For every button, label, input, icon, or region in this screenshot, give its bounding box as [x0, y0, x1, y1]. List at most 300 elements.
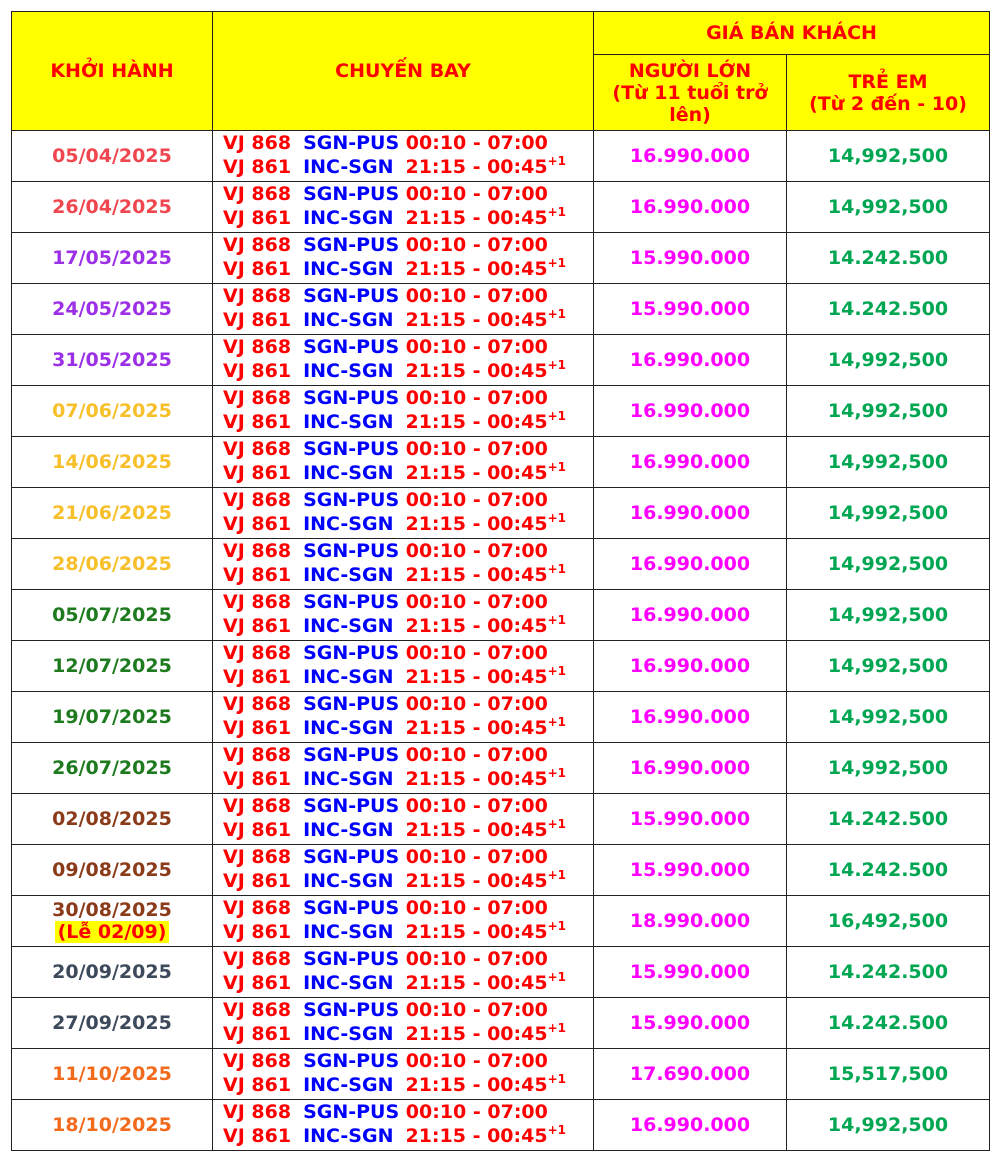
outbound-route: SGN-PUS [303, 489, 400, 511]
return-time: 21:15 - 00:45 [405, 462, 548, 484]
outbound-time: 00:10 - 07:00 [405, 438, 548, 460]
outbound-route: SGN-PUS [303, 285, 400, 307]
outbound-flight [223, 947, 593, 971]
departure-date-cell [12, 947, 213, 998]
table-row [12, 284, 990, 335]
departure-date: 07/06/2025 [52, 400, 172, 422]
return-time: 21:15 - 00:45 [405, 1074, 548, 1096]
header-adult-age: (Từ 11 tuổi trở lên) [612, 81, 768, 126]
departure-date-cell [12, 1100, 213, 1151]
departure-date-cell [12, 233, 213, 284]
return-flight [223, 1073, 593, 1099]
flight-cell [213, 896, 594, 947]
table-body [12, 131, 990, 1151]
header-price-group: GIÁ BÁN KHÁCH [594, 12, 990, 55]
table-row [12, 590, 990, 641]
next-day-marker: +1 [547, 1123, 566, 1137]
departure-date: 14/06/2025 [52, 451, 172, 473]
departure-date-cell [12, 539, 213, 590]
outbound-flight-number: VJ 868 [223, 489, 292, 511]
next-day-marker: +1 [547, 919, 566, 933]
table-row [12, 896, 990, 947]
return-flight [223, 869, 593, 895]
outbound-flight [223, 641, 593, 665]
flight-cell [213, 1100, 594, 1151]
return-flight-number: VJ 861 [223, 462, 292, 484]
adult-price: 16.990.000 [594, 335, 787, 386]
outbound-flight-number: VJ 868 [223, 1101, 292, 1123]
departure-date: 19/07/2025 [52, 706, 172, 728]
adult-price: 16.990.000 [594, 386, 787, 437]
return-flight-number: VJ 861 [223, 513, 292, 535]
table-row [12, 1049, 990, 1100]
outbound-route: SGN-PUS [303, 897, 400, 919]
return-route: INC-SGN [303, 615, 394, 637]
flight-cell [213, 590, 594, 641]
child-price: 14.242.500 [787, 794, 990, 845]
header-flight: CHUYẾN BAY [213, 12, 594, 131]
outbound-flight [223, 1049, 593, 1073]
outbound-time: 00:10 - 07:00 [405, 642, 548, 664]
return-time: 21:15 - 00:45 [405, 1125, 548, 1147]
outbound-flight [223, 284, 593, 308]
header-adult-title: NGƯỜI LỚN [628, 59, 752, 82]
table-row [12, 743, 990, 794]
departure-date: 26/04/2025 [52, 196, 172, 218]
outbound-route: SGN-PUS [303, 183, 400, 205]
outbound-flight-number: VJ 868 [223, 285, 292, 307]
outbound-time: 00:10 - 07:00 [405, 387, 548, 409]
outbound-time: 00:10 - 07:00 [405, 1101, 548, 1123]
departure-date: 30/08/2025 [52, 899, 172, 921]
outbound-flight-number: VJ 868 [223, 183, 292, 205]
return-flight [223, 257, 593, 283]
next-day-marker: +1 [547, 817, 566, 831]
return-route: INC-SGN [303, 207, 394, 229]
child-price: 14,992,500 [787, 131, 990, 182]
return-flight [223, 563, 593, 589]
departure-date: 31/05/2025 [52, 349, 172, 371]
outbound-time: 00:10 - 07:00 [405, 846, 548, 868]
return-time: 21:15 - 00:45 [405, 717, 548, 739]
return-route: INC-SGN [303, 972, 394, 994]
outbound-route: SGN-PUS [303, 948, 400, 970]
next-day-marker: +1 [547, 868, 566, 882]
next-day-marker: +1 [547, 154, 566, 168]
return-flight-number: VJ 861 [223, 972, 292, 994]
child-price: 15,517,500 [787, 1049, 990, 1100]
flight-cell [213, 539, 594, 590]
flight-cell [213, 641, 594, 692]
flight-cell [213, 284, 594, 335]
return-route: INC-SGN [303, 156, 394, 178]
outbound-route: SGN-PUS [303, 999, 400, 1021]
return-flight [223, 614, 593, 640]
outbound-flight [223, 488, 593, 512]
return-flight-number: VJ 861 [223, 258, 292, 280]
return-route: INC-SGN [303, 411, 394, 433]
departure-date-cell [12, 335, 213, 386]
header-child-title: TRẺ EM [848, 70, 928, 93]
departure-date: 17/05/2025 [52, 247, 172, 269]
return-time: 21:15 - 00:45 [405, 666, 548, 688]
return-flight [223, 512, 593, 538]
return-route: INC-SGN [303, 360, 394, 382]
outbound-flight [223, 896, 593, 920]
return-flight-number: VJ 861 [223, 615, 292, 637]
flight-cell [213, 692, 594, 743]
adult-price: 16.990.000 [594, 182, 787, 233]
next-day-marker: +1 [547, 1021, 566, 1035]
outbound-flight [223, 437, 593, 461]
outbound-time: 00:10 - 07:00 [405, 693, 548, 715]
flight-cell [213, 182, 594, 233]
return-time: 21:15 - 00:45 [405, 972, 548, 994]
adult-price: 16.990.000 [594, 1100, 787, 1151]
outbound-route: SGN-PUS [303, 438, 400, 460]
child-price: 14,992,500 [787, 488, 990, 539]
flight-cell [213, 386, 594, 437]
return-flight [223, 461, 593, 487]
return-flight-number: VJ 861 [223, 309, 292, 331]
departure-date: 20/09/2025 [52, 961, 172, 983]
next-day-marker: +1 [547, 256, 566, 270]
adult-price: 16.990.000 [594, 590, 787, 641]
flight-cell [213, 947, 594, 998]
flight-cell [213, 131, 594, 182]
return-time: 21:15 - 00:45 [405, 309, 548, 331]
departure-date-cell [12, 845, 213, 896]
child-price: 14,992,500 [787, 437, 990, 488]
return-route: INC-SGN [303, 819, 394, 841]
adult-price: 16.990.000 [594, 743, 787, 794]
outbound-flight [223, 539, 593, 563]
child-price: 14.242.500 [787, 284, 990, 335]
child-price: 14,992,500 [787, 386, 990, 437]
departure-date-cell [12, 998, 213, 1049]
return-time: 21:15 - 00:45 [405, 258, 548, 280]
departure-date: 24/05/2025 [52, 298, 172, 320]
adult-price: 16.990.000 [594, 131, 787, 182]
outbound-flight [223, 998, 593, 1022]
outbound-flight [223, 590, 593, 614]
return-route: INC-SGN [303, 564, 394, 586]
outbound-flight-number: VJ 868 [223, 387, 292, 409]
adult-price: 16.990.000 [594, 641, 787, 692]
departure-date: 11/10/2025 [52, 1063, 172, 1085]
return-time: 21:15 - 00:45 [405, 921, 548, 943]
outbound-route: SGN-PUS [303, 540, 400, 562]
child-price: 14,992,500 [787, 743, 990, 794]
departure-date-cell [12, 1049, 213, 1100]
adult-price: 16.990.000 [594, 488, 787, 539]
departure-date-cell [12, 488, 213, 539]
flight-cell [213, 233, 594, 284]
outbound-time: 00:10 - 07:00 [405, 948, 548, 970]
header-child-age: (Từ 2 đến - 10) [809, 92, 967, 115]
return-flight [223, 359, 593, 385]
outbound-flight-number: VJ 868 [223, 846, 292, 868]
outbound-flight-number: VJ 868 [223, 948, 292, 970]
table-row [12, 539, 990, 590]
return-time: 21:15 - 00:45 [405, 615, 548, 637]
outbound-flight [223, 182, 593, 206]
adult-price: 16.990.000 [594, 539, 787, 590]
return-route: INC-SGN [303, 1023, 394, 1045]
adult-price: 15.990.000 [594, 947, 787, 998]
return-flight-number: VJ 861 [223, 411, 292, 433]
outbound-route: SGN-PUS [303, 1101, 400, 1123]
table-row [12, 641, 990, 692]
return-route: INC-SGN [303, 870, 394, 892]
departure-date-cell [12, 131, 213, 182]
return-time: 21:15 - 00:45 [405, 411, 548, 433]
header-departure: KHỞI HÀNH [12, 12, 213, 131]
table-row [12, 947, 990, 998]
table-row [12, 386, 990, 437]
next-day-marker: +1 [547, 511, 566, 525]
adult-price: 15.990.000 [594, 794, 787, 845]
departure-date: 21/06/2025 [52, 502, 172, 524]
child-price: 14,992,500 [787, 539, 990, 590]
outbound-flight-number: VJ 868 [223, 693, 292, 715]
next-day-marker: +1 [547, 664, 566, 678]
adult-price: 17.690.000 [594, 1049, 787, 1100]
outbound-time: 00:10 - 07:00 [405, 183, 548, 205]
return-flight-number: VJ 861 [223, 1125, 292, 1147]
outbound-flight-number: VJ 868 [223, 540, 292, 562]
departure-date-cell [12, 182, 213, 233]
return-flight [223, 1124, 593, 1150]
next-day-marker: +1 [547, 562, 566, 576]
return-flight [223, 308, 593, 334]
return-flight-number: VJ 861 [223, 156, 292, 178]
next-day-marker: +1 [547, 307, 566, 321]
return-flight-number: VJ 861 [223, 717, 292, 739]
outbound-time: 00:10 - 07:00 [405, 336, 548, 358]
return-flight-number: VJ 861 [223, 819, 292, 841]
child-price: 14.242.500 [787, 845, 990, 896]
return-time: 21:15 - 00:45 [405, 513, 548, 535]
return-route: INC-SGN [303, 1074, 394, 1096]
outbound-flight [223, 743, 593, 767]
outbound-flight-number: VJ 868 [223, 438, 292, 460]
departure-date-cell [12, 692, 213, 743]
table-row [12, 233, 990, 284]
outbound-route: SGN-PUS [303, 642, 400, 664]
next-day-marker: +1 [547, 460, 566, 474]
child-price: 14.242.500 [787, 998, 990, 1049]
return-route: INC-SGN [303, 513, 394, 535]
outbound-flight-number: VJ 868 [223, 795, 292, 817]
flight-cell [213, 488, 594, 539]
departure-date: 18/10/2025 [52, 1114, 172, 1136]
departure-date: 12/07/2025 [52, 655, 172, 677]
child-price: 14,992,500 [787, 182, 990, 233]
outbound-flight-number: VJ 868 [223, 336, 292, 358]
return-flight-number: VJ 861 [223, 360, 292, 382]
adult-price: 16.990.000 [594, 437, 787, 488]
table-row [12, 692, 990, 743]
header-child [787, 55, 990, 131]
outbound-time: 00:10 - 07:00 [405, 234, 548, 256]
outbound-route: SGN-PUS [303, 387, 400, 409]
outbound-route: SGN-PUS [303, 234, 400, 256]
departure-date: 02/08/2025 [52, 808, 172, 830]
return-flight-number: VJ 861 [223, 870, 292, 892]
outbound-flight-number: VJ 868 [223, 1050, 292, 1072]
child-price: 14.242.500 [787, 233, 990, 284]
departure-date: 05/07/2025 [52, 604, 172, 626]
outbound-time: 00:10 - 07:00 [405, 744, 548, 766]
return-flight [223, 155, 593, 181]
table-row [12, 437, 990, 488]
adult-price: 16.990.000 [594, 692, 787, 743]
departure-date-cell [12, 896, 213, 947]
child-price: 14,992,500 [787, 1100, 990, 1151]
header-adult [594, 55, 787, 131]
outbound-flight [223, 1100, 593, 1124]
outbound-flight [223, 335, 593, 359]
flight-cell [213, 845, 594, 896]
outbound-flight [223, 386, 593, 410]
outbound-flight [223, 233, 593, 257]
next-day-marker: +1 [547, 205, 566, 219]
outbound-flight [223, 692, 593, 716]
return-route: INC-SGN [303, 309, 394, 331]
child-price: 14.242.500 [787, 947, 990, 998]
return-time: 21:15 - 00:45 [405, 768, 548, 790]
next-day-marker: +1 [547, 358, 566, 372]
return-flight-number: VJ 861 [223, 1023, 292, 1045]
adult-price: 18.990.000 [594, 896, 787, 947]
return-flight [223, 410, 593, 436]
outbound-time: 00:10 - 07:00 [405, 591, 548, 613]
child-price: 14,992,500 [787, 590, 990, 641]
return-flight-number: VJ 861 [223, 768, 292, 790]
outbound-flight-number: VJ 868 [223, 897, 292, 919]
departure-date-cell [12, 437, 213, 488]
return-time: 21:15 - 00:45 [405, 1023, 548, 1045]
outbound-route: SGN-PUS [303, 591, 400, 613]
flight-cell [213, 335, 594, 386]
outbound-flight-number: VJ 868 [223, 744, 292, 766]
outbound-route: SGN-PUS [303, 336, 400, 358]
next-day-marker: +1 [547, 613, 566, 627]
outbound-time: 00:10 - 07:00 [405, 1050, 548, 1072]
return-flight [223, 716, 593, 742]
outbound-route: SGN-PUS [303, 1050, 400, 1072]
outbound-time: 00:10 - 07:00 [405, 285, 548, 307]
table-row [12, 998, 990, 1049]
return-flight [223, 818, 593, 844]
table-row [12, 794, 990, 845]
outbound-time: 00:10 - 07:00 [405, 795, 548, 817]
outbound-flight-number: VJ 868 [223, 234, 292, 256]
outbound-route: SGN-PUS [303, 795, 400, 817]
return-flight [223, 1022, 593, 1048]
child-price: 16,492,500 [787, 896, 990, 947]
outbound-time: 00:10 - 07:00 [405, 489, 548, 511]
adult-price: 15.990.000 [594, 845, 787, 896]
child-price: 14,992,500 [787, 692, 990, 743]
next-day-marker: +1 [547, 409, 566, 423]
return-flight [223, 665, 593, 691]
departure-date-cell [12, 641, 213, 692]
return-route: INC-SGN [303, 666, 394, 688]
departure-date: 05/04/2025 [52, 145, 172, 167]
holiday-note: (Lễ 02/09) [55, 921, 170, 943]
outbound-flight [223, 794, 593, 818]
next-day-marker: +1 [547, 970, 566, 984]
child-price: 14,992,500 [787, 335, 990, 386]
departure-date: 26/07/2025 [52, 757, 172, 779]
return-time: 21:15 - 00:45 [405, 819, 548, 841]
outbound-flight-number: VJ 868 [223, 999, 292, 1021]
outbound-flight [223, 845, 593, 869]
outbound-route: SGN-PUS [303, 693, 400, 715]
outbound-route: SGN-PUS [303, 846, 400, 868]
return-time: 21:15 - 00:45 [405, 156, 548, 178]
departure-date-cell [12, 386, 213, 437]
return-flight [223, 767, 593, 793]
return-flight-number: VJ 861 [223, 666, 292, 688]
flight-cell [213, 743, 594, 794]
return-time: 21:15 - 00:45 [405, 564, 548, 586]
return-flight-number: VJ 861 [223, 921, 292, 943]
outbound-time: 00:10 - 07:00 [405, 999, 548, 1021]
return-flight [223, 971, 593, 997]
outbound-flight-number: VJ 868 [223, 591, 292, 613]
return-route: INC-SGN [303, 258, 394, 280]
tour-price-table [11, 11, 990, 1151]
table-row [12, 335, 990, 386]
departure-date-cell [12, 590, 213, 641]
adult-price: 15.990.000 [594, 998, 787, 1049]
flight-cell [213, 1049, 594, 1100]
departure-date-cell [12, 743, 213, 794]
outbound-route: SGN-PUS [303, 132, 400, 154]
return-flight [223, 920, 593, 946]
outbound-flight-number: VJ 868 [223, 132, 292, 154]
departure-date: 09/08/2025 [52, 859, 172, 881]
return-route: INC-SGN [303, 921, 394, 943]
outbound-flight-number: VJ 868 [223, 642, 292, 664]
return-route: INC-SGN [303, 1125, 394, 1147]
adult-price: 15.990.000 [594, 233, 787, 284]
outbound-time: 00:10 - 07:00 [405, 540, 548, 562]
flight-cell [213, 437, 594, 488]
table-row [12, 182, 990, 233]
next-day-marker: +1 [547, 1072, 566, 1086]
outbound-time: 00:10 - 07:00 [405, 897, 548, 919]
flight-cell [213, 794, 594, 845]
table-row [12, 131, 990, 182]
departure-date: 28/06/2025 [52, 553, 172, 575]
return-time: 21:15 - 00:45 [405, 360, 548, 382]
next-day-marker: +1 [547, 715, 566, 729]
return-route: INC-SGN [303, 768, 394, 790]
departure-date-cell [12, 284, 213, 335]
child-price: 14,992,500 [787, 641, 990, 692]
return-flight-number: VJ 861 [223, 1074, 292, 1096]
return-flight-number: VJ 861 [223, 564, 292, 586]
adult-price: 15.990.000 [594, 284, 787, 335]
return-route: INC-SGN [303, 717, 394, 739]
departure-date: 27/09/2025 [52, 1012, 172, 1034]
table-row [12, 1100, 990, 1151]
outbound-time: 00:10 - 07:00 [405, 132, 548, 154]
